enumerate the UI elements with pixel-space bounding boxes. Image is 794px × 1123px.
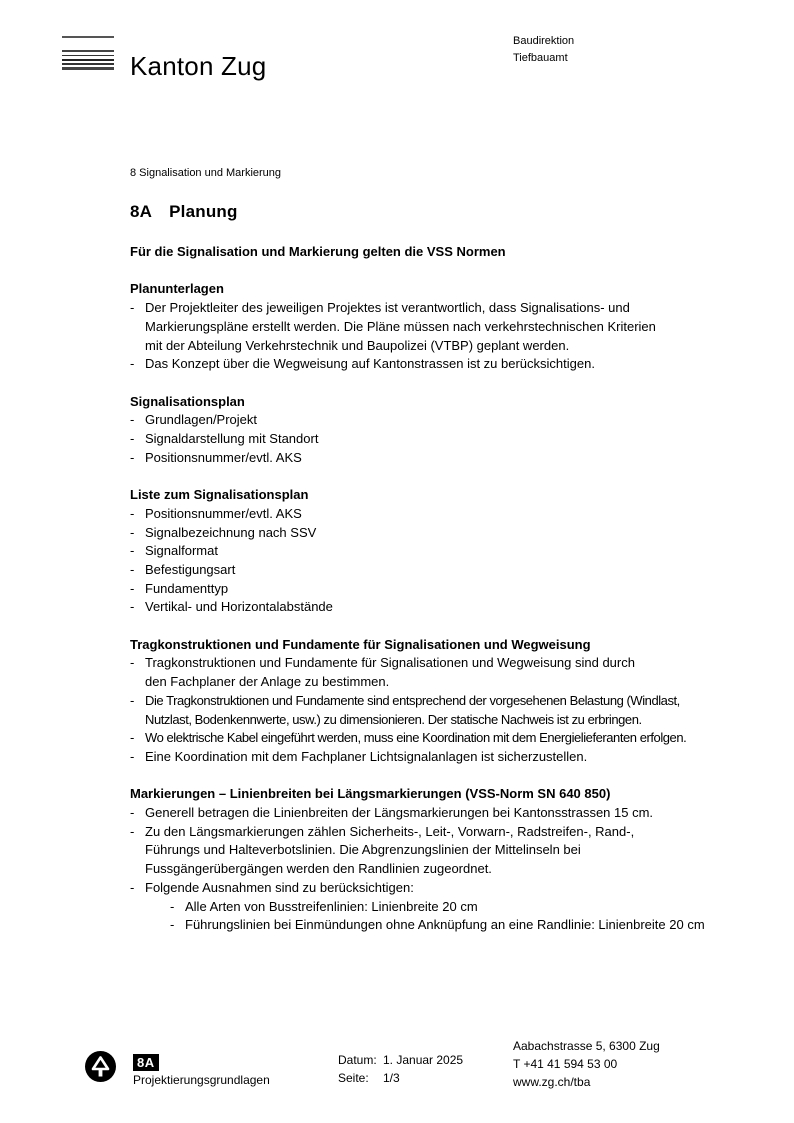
logo-stripe bbox=[62, 36, 114, 38]
list-item bbox=[130, 505, 770, 524]
bullet-line: den Fachplaner der Anlage zu bestimmen. bbox=[145, 674, 390, 690]
list-item bbox=[130, 692, 770, 729]
bullet-line: Führungs und Halteverbotslinien. Die Abgrenzungslinien der Mittelinseln bei bbox=[145, 842, 581, 858]
section bbox=[130, 486, 770, 617]
logo-wordmark: Kanton Zug bbox=[130, 51, 267, 81]
bullet-line: - Signalbezeichnung nach SSV bbox=[145, 524, 317, 540]
bullet-line: - Folgende Ausnahmen sind zu berücksichtigen: bbox=[145, 879, 414, 895]
bullet-line: - Der Projektleiter des jeweiligen Projektes ist verantwortlich, dass Signalisations- und bbox=[145, 300, 630, 316]
bullet-line: - Positionsnummer/evtl. AKS bbox=[145, 449, 302, 465]
footer-page-label: Seite: bbox=[338, 1071, 369, 1085]
list-item bbox=[130, 879, 770, 898]
bullet-line: - Grundlagen/Projekt bbox=[145, 412, 258, 428]
logo-stripe bbox=[62, 63, 114, 65]
bullet-line: - Das Konzept über die Wegweisung auf Kantonstrassen ist zu berücksichtigen. bbox=[145, 356, 595, 372]
bullet-line: Markierungspläne erstellt werden. Die Pläne müssen nach verkehrstechnischen Kriterien bbox=[145, 318, 656, 334]
intro-line: Für die Signalisation und Markierung gelten die VSS Normen bbox=[130, 244, 506, 259]
org-name: Baudirektion bbox=[513, 35, 575, 47]
list-item bbox=[130, 524, 770, 543]
list-item bbox=[130, 823, 770, 879]
list-item bbox=[130, 654, 770, 691]
org-unit: Tiefbauamt bbox=[513, 51, 568, 64]
list-item bbox=[130, 561, 770, 580]
footer-date-label: Datum: bbox=[338, 1053, 377, 1067]
title-text: Planung bbox=[169, 202, 238, 221]
list-item bbox=[130, 430, 770, 449]
section bbox=[130, 785, 770, 935]
list-item bbox=[130, 542, 770, 561]
bullet-line: - Vertikal- und Horizontalabstände bbox=[145, 599, 333, 615]
footer-page-value: 1/3 bbox=[383, 1071, 400, 1085]
chapter-label: 8 Signalisation und Markierung bbox=[130, 167, 282, 179]
list-item bbox=[130, 355, 770, 374]
logo-stripe bbox=[62, 67, 114, 70]
list-item bbox=[130, 729, 770, 748]
section-heading: Tragkonstruktionen und Fundamente für Signalisationen und Wegweisung bbox=[130, 636, 591, 652]
bullet-line: - Alle Arten von Busstreifenlinien: Linienbreite 20 cm bbox=[185, 898, 478, 914]
list-item bbox=[130, 580, 770, 599]
org-block bbox=[513, 33, 574, 66]
list-item bbox=[130, 748, 770, 767]
list-item bbox=[130, 804, 770, 823]
page-title bbox=[130, 202, 770, 222]
footer-contact bbox=[513, 1037, 660, 1091]
section bbox=[130, 636, 770, 767]
bullet-line: - Wo elektrische Kabel eingeführt werden, muss eine Koordination mit dem Energielieferanten erfolgen. bbox=[145, 730, 687, 746]
list-item bbox=[130, 411, 770, 430]
list-item bbox=[170, 916, 770, 935]
bullet-line: - Fundamenttyp bbox=[145, 580, 229, 596]
bullet-line: - Positionsnummer/evtl. AKS bbox=[145, 505, 302, 521]
footer-meta bbox=[338, 1051, 463, 1087]
doc-code-label: Projektierungsgrundlagen bbox=[133, 1073, 270, 1087]
bullet-line: - Generell betragen die Linienbreiten der Längsmarkierungen bei Kantonsstrassen 15 cm. bbox=[145, 805, 654, 821]
bullet-line: - Signaldarstellung mit Standort bbox=[145, 431, 319, 446]
bullet-line: - Tragkonstruktionen und Fundamente für Signalisationen und Wegweisung sind durch bbox=[145, 655, 635, 671]
bullet-line: - Eine Koordination mit dem Fachplaner Lichtsignalanlagen ist sicherzustellen. bbox=[145, 748, 588, 764]
list-item bbox=[170, 898, 770, 917]
section-heading: Signalisationsplan bbox=[130, 393, 245, 409]
footer-website: www.zg.ch/tba bbox=[513, 1075, 591, 1089]
bullet-line: Fussgängerübergängen werden den Randlinien zugeordnet. bbox=[145, 861, 492, 877]
list-item bbox=[130, 299, 770, 355]
bullet-line: mit der Abteilung Verkehrstechnik und Baupolizei (VTBP) geplant werden. bbox=[145, 337, 570, 353]
footer-phone: T +41 41 594 53 00 bbox=[513, 1057, 618, 1071]
bullet-line: Nutzlast, Bodenkennwerte, usw.) zu dimensionieren. Der statische Nachweis ist zu erbringen. bbox=[145, 711, 642, 727]
section-heading: Liste zum Signalisationsplan bbox=[130, 487, 309, 503]
bullet-line: - Führungslinien bei Einmündungen ohne Anknüpfung an eine Randlinie: Linienbreite 20 cm bbox=[185, 917, 705, 933]
footer-address: Aabachstrasse 5, 6300 Zug bbox=[513, 1039, 660, 1053]
list-item bbox=[130, 598, 770, 617]
footer-date-value: 1. Januar 2025 bbox=[383, 1053, 464, 1067]
logo-stripe bbox=[62, 55, 114, 57]
document-body bbox=[130, 167, 770, 935]
bullet-line: - Zu den Längsmarkierungen zählen Sicherheits-, Leit-, Vorwarn-, Radstreifen-, Rand-, bbox=[145, 823, 635, 839]
title-number: 8A bbox=[130, 202, 153, 221]
section-heading: Markierungen – Linienbreiten bei Längsmarkierungen (VSS-Norm SN 640 850) bbox=[130, 786, 611, 802]
logo-stripe bbox=[62, 59, 114, 62]
section-heading: Planunterlagen bbox=[130, 281, 224, 297]
section bbox=[130, 280, 770, 374]
signpost-icon bbox=[85, 1051, 116, 1082]
list-item bbox=[130, 449, 770, 468]
bullet-line: - Die Tragkonstruktionen und Fundamente sind entsprechend der vorgesehenen Belastung (Windlast, bbox=[145, 692, 680, 708]
doc-code-badge: 8A bbox=[133, 1054, 159, 1071]
section bbox=[130, 393, 770, 468]
bullet-line: - Befestigungsart bbox=[145, 561, 236, 577]
bullet-line: - Signalformat bbox=[145, 543, 218, 559]
logo-stripe bbox=[62, 50, 114, 52]
sections bbox=[130, 280, 770, 935]
kanton-zug-logo-icon bbox=[62, 36, 114, 72]
